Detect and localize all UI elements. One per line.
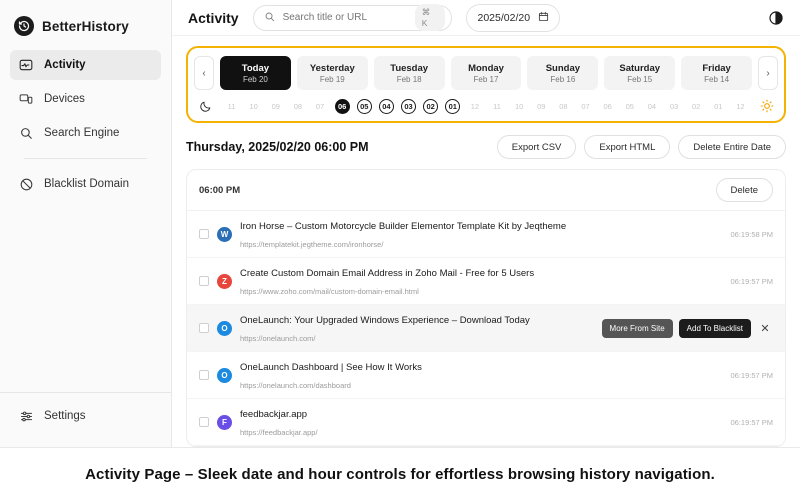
table-row[interactable] (187, 399, 785, 446)
next-week-button[interactable]: › (758, 56, 778, 90)
hour-chip[interactable]: 02 (691, 101, 701, 111)
topbar (172, 0, 800, 36)
day-name: Saturday (619, 62, 661, 74)
row-url: https://onelaunch.com/ (240, 334, 316, 344)
day-date: Feb 14 (704, 74, 730, 84)
sidebar-item-label: Devices (44, 93, 85, 105)
main-content (172, 0, 800, 447)
history-list-card (186, 169, 786, 447)
table-row[interactable] (187, 352, 785, 399)
hour-chip[interactable]: 10 (249, 101, 258, 111)
row-title: OneLaunch Dashboard | See How It Works (240, 362, 422, 374)
calendar-icon (538, 11, 549, 25)
hour-chip[interactable]: 10 (514, 101, 524, 111)
row-checkbox[interactable] (199, 229, 209, 239)
app-logo-icon (14, 16, 34, 36)
row-title: OneLaunch: Your Upgraded Windows Experience – Download Today (240, 315, 530, 327)
search-shortcut-badge: ⌘ K (415, 4, 446, 31)
day-date: Feb 17 (473, 74, 499, 84)
hour-chip[interactable]: 01 (714, 101, 723, 111)
hour-chip[interactable]: 09 (537, 101, 546, 111)
days-row (194, 56, 778, 90)
favicon-icon: W (217, 227, 232, 242)
hour-chip[interactable]: 06 (603, 101, 612, 111)
row-checkbox[interactable] (199, 417, 209, 427)
hour-chip[interactable]: 01 (445, 99, 460, 114)
row-time: 06:19:58 PM (730, 229, 773, 239)
favicon-icon: Z (217, 274, 232, 289)
sidebar-divider (24, 158, 147, 159)
day-chip-saturday[interactable] (604, 56, 675, 90)
day-name: Tuesday (390, 62, 429, 74)
table-row[interactable] (187, 258, 785, 305)
day-chip-yesterday[interactable] (297, 56, 368, 90)
hour-chip[interactable]: 07 (315, 101, 325, 111)
group-time-label: 06:00 PM (199, 184, 241, 196)
row-title: feedbackjar.app (240, 409, 308, 421)
row-text (240, 404, 716, 440)
day-name: Sunday (545, 62, 581, 74)
row-text (240, 263, 716, 299)
row-time: 06:19:57 PM (730, 417, 773, 427)
sidebar-item-settings[interactable] (10, 401, 161, 431)
date-picker[interactable] (466, 4, 560, 32)
hour-chip[interactable]: 09 (271, 101, 280, 111)
day-chip-friday[interactable] (681, 56, 752, 90)
day-chip-today[interactable] (220, 56, 291, 90)
row-text (240, 357, 716, 393)
row-title: Iron Horse – Custom Motorcycle Builder Elementor Template Kit by Jeqtheme (240, 221, 567, 233)
day-name: Friday (702, 62, 731, 74)
row-checkbox[interactable] (199, 370, 209, 380)
table-row[interactable] (187, 211, 785, 258)
day-date: Feb 18 (396, 74, 422, 84)
day-name: Monday (468, 62, 504, 74)
hour-chip[interactable]: 11 (227, 101, 236, 111)
brand-name: BetterHistory (42, 18, 129, 34)
hour-chip[interactable]: 08 (293, 101, 303, 111)
day-chip-tuesday[interactable] (374, 56, 445, 90)
row-actions (602, 319, 773, 338)
row-text (240, 216, 716, 252)
favicon-icon: F (217, 415, 232, 430)
delete-entire-date-button[interactable]: Delete Entire Date (678, 135, 786, 159)
sidebar-item-label: Search Engine (44, 127, 120, 139)
favicon-icon: O (217, 368, 232, 383)
export-html-button[interactable]: Export HTML (584, 135, 670, 159)
caption-text: Activity Page – Sleek date and hour controls for effortless browsing history navigation. (85, 465, 715, 483)
search-icon (264, 9, 275, 27)
hour-chip[interactable]: 11 (493, 101, 501, 111)
day-name: Today (241, 62, 270, 74)
sidebar-item-label: Blacklist Domain (44, 178, 129, 190)
caption-bar (0, 447, 800, 500)
days-list (220, 56, 752, 90)
row-url: https://feedbackjar.app/ (240, 428, 318, 438)
table-row-hovered[interactable] (187, 305, 785, 352)
sidebar (0, 0, 172, 447)
day-date: Feb 19 (319, 74, 345, 84)
date-picker-value: 2025/02/20 (477, 11, 531, 24)
hour-chip[interactable]: 02 (423, 99, 438, 114)
sidebar-item-label: Settings (44, 410, 86, 422)
block-icon (18, 176, 34, 192)
more-from-site-button[interactable]: More From Site (602, 319, 673, 338)
devices-icon (18, 91, 34, 107)
delete-group-button[interactable]: Delete (716, 178, 773, 202)
sidebar-item-blacklist-domain[interactable] (10, 169, 161, 199)
day-chip-sunday[interactable] (527, 56, 598, 90)
export-csv-button[interactable]: Export CSV (497, 135, 577, 159)
row-time: 06:19:57 PM (730, 276, 773, 286)
day-header (186, 135, 786, 159)
row-time: 06:19:57 PM (730, 370, 773, 380)
sun-icon[interactable] (758, 97, 776, 115)
day-header-title: Thursday, 2025/02/20 06:00 PM (186, 140, 369, 155)
close-icon[interactable]: ✕ (760, 322, 770, 335)
history-group-header (187, 170, 785, 211)
hour-chip[interactable]: 03 (669, 101, 679, 111)
row-url: https://onelaunch.com/dashboard (240, 381, 351, 391)
prev-week-button[interactable]: ‹ (194, 56, 214, 90)
row-checkbox[interactable] (199, 323, 209, 333)
hour-chip[interactable]: 12 (470, 101, 480, 111)
hour-chip[interactable]: 04 (647, 101, 657, 111)
day-name: Yesterday (309, 62, 355, 74)
search-input[interactable] (281, 11, 409, 24)
sidebar-item-devices[interactable] (10, 84, 161, 114)
day-date: Feb 20 (242, 74, 268, 84)
hour-chip[interactable]: 05 (357, 99, 372, 114)
hour-chip[interactable]: 07 (581, 101, 590, 111)
sidebar-item-activity[interactable] (10, 50, 161, 80)
moon-icon[interactable] (196, 97, 214, 115)
row-url: https://templatekit.jegtheme.com/ironhorse/ (240, 240, 384, 250)
sidebar-item-search-engine[interactable] (10, 118, 161, 148)
favicon-icon: O (217, 321, 232, 336)
hours-list (218, 99, 754, 114)
history-rows (187, 211, 785, 447)
hour-chip[interactable]: 12 (736, 101, 745, 111)
hours-row (194, 97, 778, 115)
sidebar-item-label: Activity (44, 59, 86, 71)
row-text (240, 310, 594, 346)
sidebar-footer (0, 392, 171, 447)
day-chip-monday[interactable] (451, 56, 522, 90)
hour-chip-selected[interactable]: 06 (335, 99, 350, 114)
row-checkbox[interactable] (199, 276, 209, 286)
add-to-blacklist-button[interactable]: Add To Blacklist (679, 319, 751, 338)
hour-chip[interactable]: 03 (401, 99, 416, 114)
day-date: Feb 15 (627, 74, 653, 84)
brand (0, 10, 171, 50)
search-icon (18, 125, 34, 141)
row-title: Create Custom Domain Email Address in Zoho Mail - Free for 5 Users (240, 268, 535, 280)
page-title: Activity (188, 9, 239, 26)
sidebar-nav (0, 50, 171, 203)
row-url: https://www.zoho.com/mail/custom-domain-email.html (240, 287, 419, 297)
theme-toggle-button[interactable] (766, 8, 786, 28)
hour-chip[interactable]: 05 (625, 101, 634, 111)
day-date: Feb 16 (550, 74, 576, 84)
search-bar[interactable] (253, 5, 453, 31)
hour-chip[interactable]: 08 (559, 101, 568, 111)
sliders-icon (18, 408, 34, 424)
date-hour-strip (186, 46, 786, 123)
activity-icon (18, 57, 34, 73)
hour-chip[interactable]: 04 (379, 99, 394, 114)
